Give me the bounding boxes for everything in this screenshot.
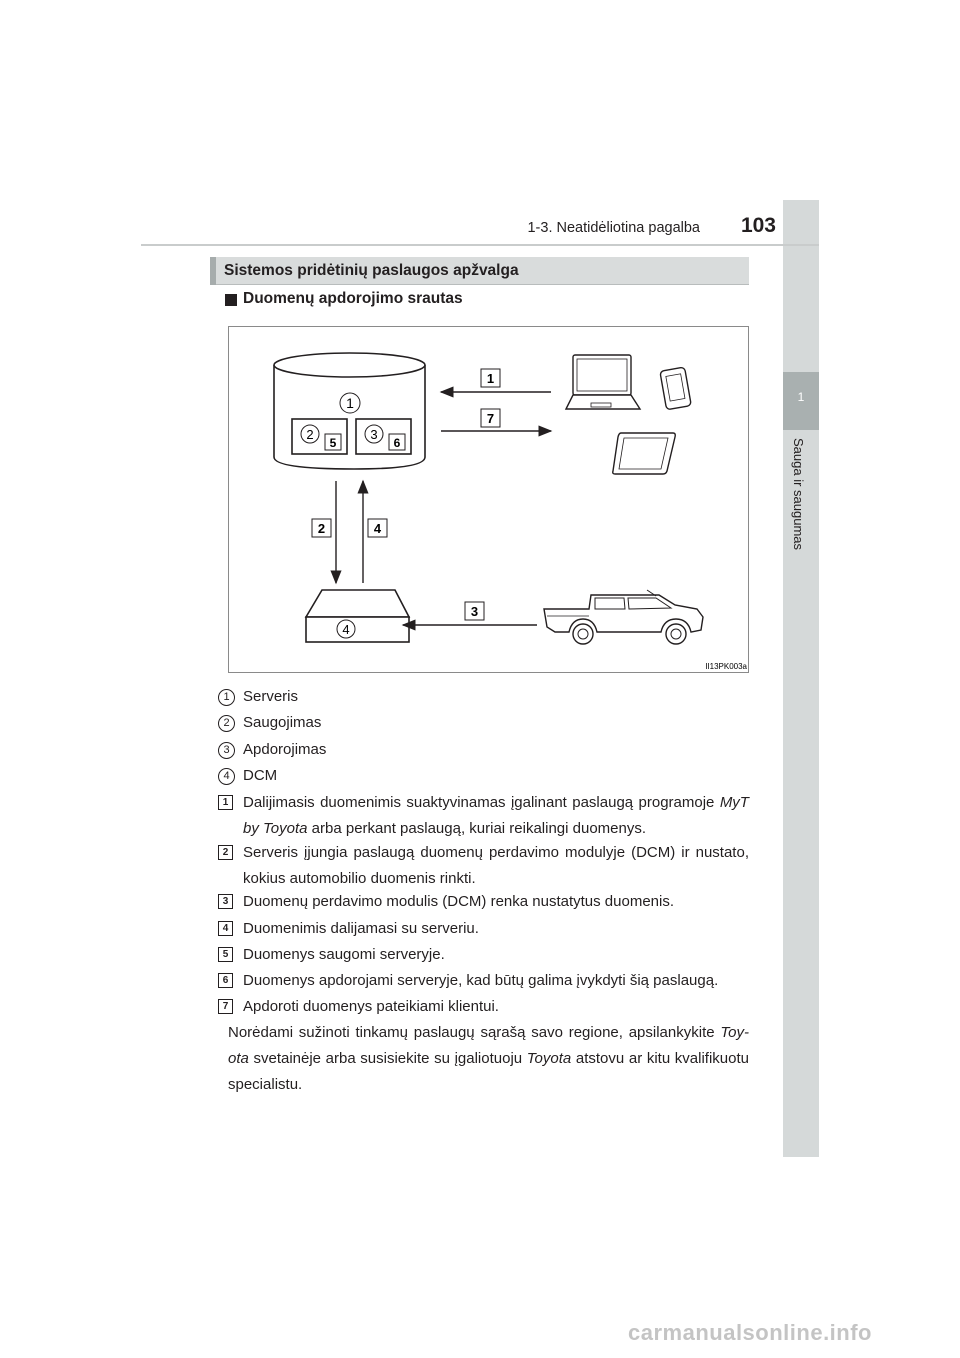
subsection-title: Duomenų apdorojimo srautas — [243, 290, 463, 307]
note-part-2: svetainėje arba susisiekite su įgaliotuoju — [248, 1050, 527, 1067]
legend-circle-3: 3 — [218, 742, 235, 759]
figure-circle-label-4: 4 — [342, 622, 350, 637]
legend-square-3: 3 — [218, 894, 233, 909]
figure-circle-label-2: 2 — [306, 427, 314, 442]
data-flow-diagram — [228, 326, 749, 673]
note-part-3: atstovu ar kitu kvalifikuotu specialistu. — [228, 1050, 749, 1093]
legend-square-4: 4 — [218, 921, 233, 936]
legend-square-5: 5 — [218, 947, 233, 962]
legend-text-step-6: Duomenys apdorojami serveryje, kad būtų galima įvykdyti šią paslaugą. — [243, 972, 719, 989]
running-header-section: 1-3. Neatidėliotina pagalba — [527, 220, 700, 236]
note-part-1: Norėdami sužinoti tinkamų paslaugų sąrašą savo regione, apsilankykite — [228, 1024, 721, 1041]
section-title: Sistemos pridėtinių paslaugos apžvalga — [224, 262, 519, 279]
legend-circle-2: 2 — [218, 715, 235, 732]
tablet-icon — [613, 433, 676, 474]
chapter-side-tab — [783, 200, 819, 1157]
legend-square-1: 1 — [218, 795, 233, 810]
legend-text-step-4: Duomenimis dalijamasi su serveriu. — [243, 920, 479, 937]
legend-square-2: 2 — [218, 845, 233, 860]
legend-circle-1: 1 — [218, 689, 235, 706]
figure-square-label-6: 6 — [393, 436, 401, 450]
legend-text-dcm: DCM — [243, 767, 278, 784]
chapter-title-vertical — [784, 438, 818, 638]
legend-text-server: Serveris — [243, 688, 299, 705]
figure-square-label-7: 7 — [486, 411, 495, 426]
figure-square-label-3: 3 — [470, 604, 479, 619]
note-italic-1: Toy-ota — [228, 1024, 749, 1067]
legend-text-step-5: Duomenys saugomi serveryje. — [243, 946, 445, 963]
chapter-number: 1 — [797, 390, 805, 404]
service-availability-note — [228, 1020, 749, 1098]
figure-circle-label-1: 1 — [346, 395, 354, 411]
note-italic-2: Toyota — [526, 1050, 572, 1067]
legend-text-storage: Saugojimas — [243, 714, 322, 731]
dcm-module-icon — [306, 590, 409, 642]
legend-step-1-part-a: Dalijimasis duomenimis suaktyvinamas įgalinant paslaugą programoje — [243, 794, 715, 811]
page-number: 103 — [740, 214, 776, 237]
legend-step-1-part-b: arba perkant paslaugą, kuriai reikalingi duomenys. — [307, 820, 647, 837]
figure-square-label-2: 2 — [317, 521, 326, 536]
legend-step-1-italic: MyT by Toyota — [243, 794, 749, 837]
legend-square-7: 7 — [218, 999, 233, 1014]
figure-square-label-5: 5 — [329, 436, 337, 450]
legend-square-6: 6 — [218, 973, 233, 988]
legend-text-step-2: Serveris įjungia paslaugą duomenų perdavimo modulyje (DCM) ir nustato, kokius automobilio duomenis rinkti. — [243, 844, 749, 887]
smartphone-icon — [660, 367, 691, 410]
figure-circle-label-3: 3 — [370, 427, 378, 442]
legend-circle-4: 4 — [218, 768, 235, 785]
figure-square-label-4: 4 — [373, 521, 382, 536]
watermark: carmanualsonline.info — [628, 1320, 872, 1345]
figure-code: II13PK003a — [705, 662, 747, 671]
laptop-icon — [566, 355, 640, 409]
legend-text-processing: Apdorojimas — [243, 741, 327, 758]
chapter-title: Sauga ir saugumas — [791, 438, 806, 551]
figure-square-label-1: 1 — [486, 371, 495, 386]
legend-text-step-3: Duomenų perdavimo modulis (DCM) renka nustatytus duomenis. — [243, 893, 675, 910]
header-rule — [141, 244, 819, 246]
square-bullet-icon — [225, 294, 237, 306]
section-title-accent — [210, 257, 216, 285]
legend-text-step-1 — [243, 790, 749, 842]
pickup-truck-icon — [544, 590, 703, 644]
legend-text-step-7: Apdoroti duomenys pateikiami klientui. — [243, 998, 499, 1015]
